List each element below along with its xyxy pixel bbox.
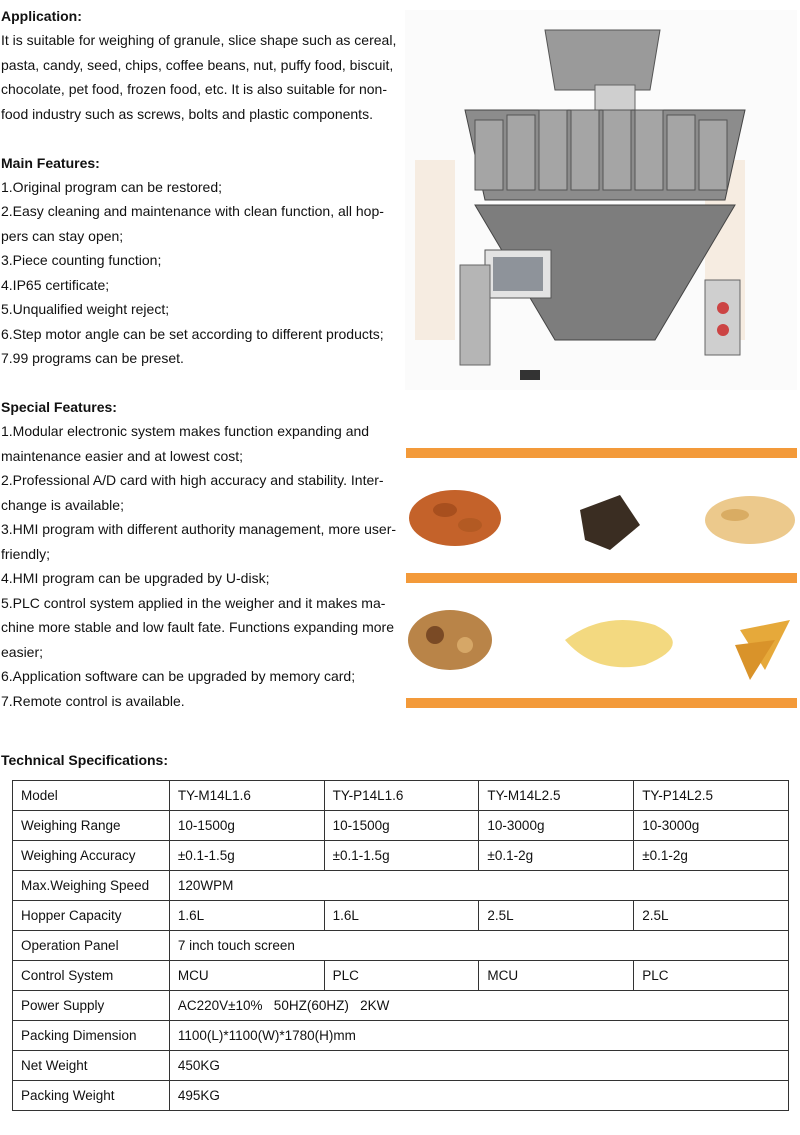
feature-line: 3.Piece counting function; xyxy=(1,252,162,268)
multihead-weigher-image xyxy=(405,10,797,390)
feature-line: pers can stay open; xyxy=(1,227,124,244)
table-row xyxy=(13,811,789,841)
feature-line: 5.Unqualified weight reject; xyxy=(1,301,170,317)
row-label: Operation Panel xyxy=(13,931,170,961)
table-cell: 1.6L xyxy=(169,901,324,931)
special-feature-line: 5.PLC control system applied in the weigher and it makes ma- xyxy=(1,594,386,611)
main-features-heading: Main Features: xyxy=(1,154,100,171)
table-cell: AC220V±10% 50HZ(60HZ) 2KW xyxy=(169,991,788,1021)
table-row xyxy=(13,931,789,961)
table-cell: TY-P14L2.5 xyxy=(634,781,789,811)
table-cell: PLC xyxy=(634,961,789,991)
table-cell: ±0.1-1.5g xyxy=(169,841,324,871)
table-cell: 10-1500g xyxy=(324,811,479,841)
feature-line: 4.IP65 certificate; xyxy=(1,276,110,293)
row-label: Packing Weight xyxy=(13,1081,170,1111)
table-cell: 495KG xyxy=(169,1081,788,1111)
application-line: pasta, candy, seed, chips, coffee beans, nut, puffy food, biscuit, xyxy=(1,56,394,73)
row-label: Net Weight xyxy=(13,1051,170,1081)
application-line: food industry such as screws, bolts and plastic components. xyxy=(1,105,373,122)
accent-divider xyxy=(406,573,797,583)
table-cell: 1.6L xyxy=(324,901,479,931)
feature-line: 2.Easy cleaning and maintenance with clean function, all hop- xyxy=(1,203,384,219)
table-cell: 2.5L xyxy=(634,901,789,931)
row-label: Weighing Accuracy xyxy=(13,841,170,871)
row-label: Hopper Capacity xyxy=(13,901,170,931)
technical-specifications-heading: Technical Specifications: xyxy=(1,752,169,768)
special-feature-line: 2.Professional A/D card with high accuracy and stability. Inter- xyxy=(1,472,384,488)
row-label: Max.Weighing Speed xyxy=(13,871,170,901)
table-cell: 1100(L)*1100(W)*1780(H)mm xyxy=(169,1021,788,1051)
table-cell: ±0.1-2g xyxy=(634,841,789,871)
table-cell: 10-1500g xyxy=(169,811,324,841)
main-features-list xyxy=(1,175,401,371)
row-label: Model xyxy=(13,781,170,811)
table-row xyxy=(13,1051,789,1081)
table-cell: 10-3000g xyxy=(634,811,789,841)
accent-divider xyxy=(406,698,797,708)
special-feature-line: maintenance easier and at lowest cost; xyxy=(1,447,244,464)
nuts-and-pasta-images xyxy=(405,480,797,560)
special-feature-line: 4.HMI program can be upgraded by U-disk; xyxy=(1,570,270,586)
table-cell: TY-M14L2.5 xyxy=(479,781,634,811)
feature-line: 6.Step motor angle can be set according to different products; xyxy=(1,325,384,342)
row-label: Weighing Range xyxy=(13,811,170,841)
special-feature-line: easier; xyxy=(1,643,44,660)
table-row xyxy=(13,961,789,991)
table-cell: 10-3000g xyxy=(479,811,634,841)
application-heading: Application: xyxy=(1,8,82,24)
table-cell: TY-P14L1.6 xyxy=(324,781,479,811)
special-feature-line: chine more stable and low fault fate. Functions expanding more xyxy=(1,619,395,635)
table-cell: ±0.1-2g xyxy=(479,841,634,871)
table-row xyxy=(13,841,789,871)
table-row xyxy=(13,781,789,811)
special-feature-line: 3.HMI program with different authority management, more user- xyxy=(1,521,397,537)
table-cell: 450KG xyxy=(169,1051,788,1081)
table-cell: PLC xyxy=(324,961,479,991)
special-feature-line: change is available; xyxy=(1,496,124,513)
table-cell: 7 inch touch screen xyxy=(169,931,788,961)
row-label: Packing Dimension xyxy=(13,1021,170,1051)
table-row xyxy=(13,871,789,901)
text-column xyxy=(1,4,401,713)
snacks-images xyxy=(405,600,797,685)
accent-divider xyxy=(406,448,797,458)
row-label: Control System xyxy=(13,961,170,991)
special-feature-line: friendly; xyxy=(1,545,51,562)
application-line: chocolate, pet food, frozen food, etc. It is also suitable for non- xyxy=(1,81,388,97)
specifications-table xyxy=(12,780,789,1111)
table-row xyxy=(13,901,789,931)
table-cell: ±0.1-1.5g xyxy=(324,841,479,871)
special-feature-line: 1.Modular electronic system makes function expanding and xyxy=(1,423,370,439)
table-cell: TY-M14L1.6 xyxy=(169,781,324,811)
feature-line: 7.99 programs can be preset. xyxy=(1,350,184,366)
table-row xyxy=(13,1021,789,1051)
table-cell: 2.5L xyxy=(479,901,634,931)
table-row xyxy=(13,991,789,1021)
application-body xyxy=(1,28,401,126)
table-row xyxy=(13,1081,789,1111)
special-features-list xyxy=(1,419,401,713)
special-feature-line: 7.Remote control is available. xyxy=(1,692,185,709)
table-cell: 120WPM xyxy=(169,871,788,901)
application-line: It is suitable for weighing of granule, slice shape such as cereal, xyxy=(1,32,397,48)
feature-line: 1.Original program can be restored; xyxy=(1,178,222,195)
row-label: Power Supply xyxy=(13,991,170,1021)
table-cell: MCU xyxy=(169,961,324,991)
special-feature-line: 6.Application software can be upgraded by memory card; xyxy=(1,668,356,684)
table-cell: MCU xyxy=(479,961,634,991)
special-features-heading: Special Features: xyxy=(1,399,117,415)
